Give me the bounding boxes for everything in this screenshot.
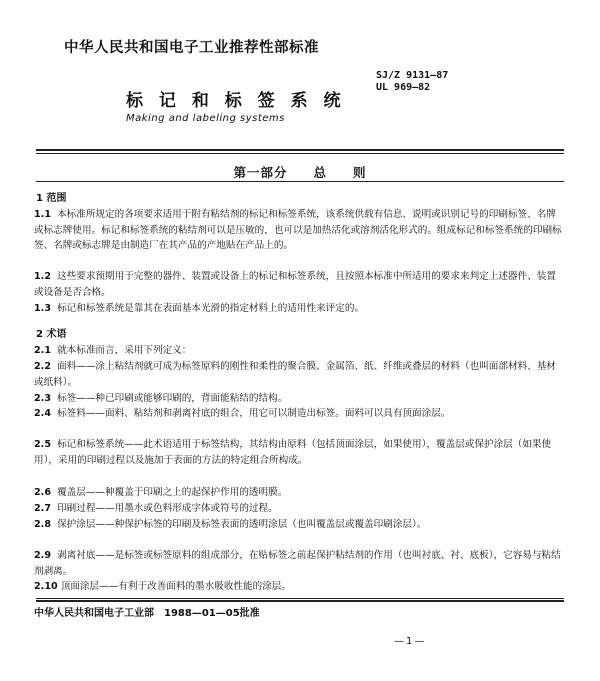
paragraph-2-1 [34,343,562,359]
paragraph-1-2 [34,269,562,300]
paragraph-number: 2.8 [34,519,51,530]
footer-rule-thick [36,600,564,602]
paragraph-text: 这些要求预期用于完整的器件、装置或设备上的标记和标签系统，且按照本标准中所适用的要求来判定上述器件、装置或设备是否合格。 [34,271,556,298]
paragraph-2-8 [34,517,562,533]
top-rule-thin [36,153,564,154]
paragraph-2-2 [34,359,562,390]
paragraph-text: 标签料——面料、粘结剂和剥离衬底的组合，用它可以制造出标签。面料可以具有顶面涂层。 [57,408,451,419]
paragraph-text: 覆盖层——种覆盖于印刷之上的起保护作用的透明膜。 [57,487,288,498]
paragraph-text: 标签——种已印刷或能够印刷的，背面能粘结的结构。 [57,393,288,404]
paragraph-text: 就本标准而言，采用下列定义： [57,345,192,356]
part-name-1: 总 [313,165,327,180]
footer-rule-thin [36,598,564,599]
paragraph-1-3 [34,301,562,317]
part-name-2: 则 [353,165,367,180]
paragraph-number: 2.3 [34,393,51,404]
section-heading-scope: 1 范围 [36,193,67,204]
paragraph-text: 保护涂层——种保护标签的印刷及标签表面的透明涂层（也叫覆盖层或覆盖印刷涂层）。 [57,519,427,530]
paragraph-number: 2.5 [34,439,51,450]
paragraph-text: 顶面涂层——有利于改善面料的墨水吸收性能的涂层。 [60,581,291,592]
paragraph-number: 1.3 [34,303,51,314]
approval-footer: 中华人民共和国电子工业部 1988—01—05批准 [34,608,260,619]
part-title-rule [36,181,564,182]
paragraph-2-9 [34,548,562,579]
standard-number-sj: SJ/Z 9131—87 [376,70,449,81]
paragraph-number: 2.6 [34,487,51,498]
top-rule-thick [36,149,564,151]
paragraph-number: 2.1 [34,345,51,356]
paragraph-2-10 [34,579,562,595]
paragraph-number: 2.10 [34,581,58,592]
paragraph-number: 2.9 [34,550,51,561]
document-title-cn: 标 记 和 标 签 系 统 [126,91,346,111]
paragraph-2-6 [34,485,562,501]
paragraph-1-1 [34,207,562,254]
paragraph-text: 标记和标签系统——此术语适用于标签结构，其结构由原料（包括顶面涂层，如果使用），覆盖层或保护涂层（如果使用），采用的印刷过程以及施加于表面的方法的特定组合所构成。 [34,439,552,466]
paragraph-2-5 [34,437,562,468]
paragraph-text: 标记和标签系统是靠其在表面基本光滑的指定材料上的适用性来评定的。 [57,303,365,314]
part-title [0,163,600,181]
part-label: 第一部分 [233,165,288,180]
paragraph-text: 面料——涂上粘结剂就可成为标签原料的刚性和柔性的聚合膜、金属箔、纸、纤维或叠层的材料（也叫面部材料、基材或纸料）。 [34,361,556,388]
paragraph-2-4 [34,406,562,422]
document-title-en: Making and labeling systems [126,113,285,124]
paragraph-number: 1.1 [34,209,51,220]
paragraph-text: 印刷过程——用墨水或色料形成字体或符号的过程。 [57,503,278,514]
standard-numbers [376,70,448,94]
issuing-authority-header: 中华人民共和国电子工业推荐性部标准 [64,40,319,56]
paragraph-number: 2.4 [34,408,51,419]
page-number: —1— [394,636,427,647]
section-heading-terms: 2 术语 [36,329,67,340]
paragraph-number: 1.2 [34,271,51,282]
paragraph-number: 2.2 [34,361,51,372]
paragraph-number: 2.7 [34,503,51,514]
paragraph-2-7 [34,501,562,517]
paragraph-text: 剥离衬底——是标签或标签原料的组成部分，在贴标签之前起保护粘结剂的作用（也叫衬底、衬、底板），它容易与粘结剂剥离。 [34,550,561,577]
standard-number-ul: UL 969—82 [376,82,431,93]
paragraph-text: 本标准所规定的各项要求适用于附有粘结剂的标记和标签系统，该系统供载有信息、说明或识别记号的印刷标签、名牌或标志牌使用。标记和标签系统的粘结剂可以是压敏的，也可以是加热活化或溶剂活化形式的。组成标记和标签系统的印刷标签、名牌或标志牌是由制造厂在其产品的产地贴在产品上的。 [34,209,562,251]
paragraph-2-3 [34,391,562,407]
